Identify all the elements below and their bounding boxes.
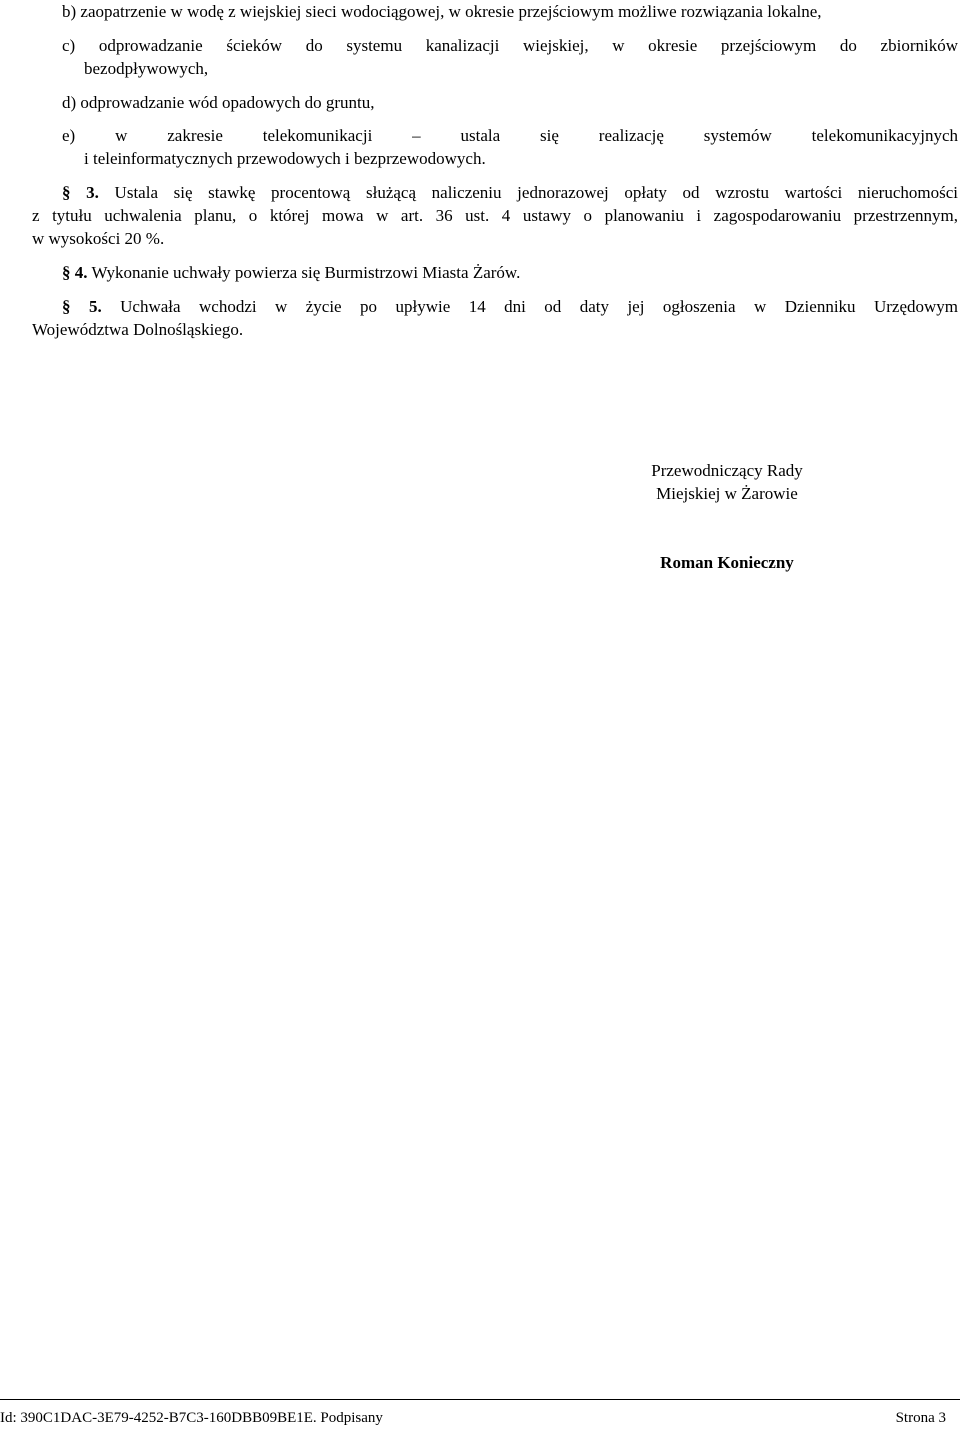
list-item-b: b) zaopatrzenie w wodę z wiejskiej sieci wodociągowej, w okresie przejściowym możliwe rozwiązania lokalne, — [62, 2, 822, 21]
signature-title-line1: Przewodniczący Rady — [651, 461, 803, 480]
page-footer — [0, 1399, 960, 1429]
section-5-number: § 5. — [62, 297, 102, 316]
signature-title-line2: Miejskiej w Żarowie — [656, 484, 798, 503]
section-3-line1: § 3. Ustala się stawkę procentową służącą naliczeniu jednorazowej opłaty od wzrostu wartości nieruchomości — [62, 183, 958, 202]
list-item-c-line2: bezodpływowych, — [84, 59, 209, 78]
list-item-c-line1: c) odprowadzanie ścieków do systemu kanalizacji wiejskiej, w okresie przejściowym do zbiorników — [62, 36, 958, 55]
document-id: Id: 390C1DAC-3E79-4252-B7C3-160DBB09BE1E. Podpisany — [0, 1410, 383, 1426]
list-item-e-line2: i teleinformatycznych przewodowych i bezprzewodowych. — [84, 149, 486, 168]
section-4: § 4. Wykonanie uchwały powierza się Burmistrzowi Miasta Żarów. — [62, 263, 521, 282]
signature-name: Roman Konieczny — [660, 553, 794, 572]
section-3-number: § 3. — [62, 183, 99, 202]
page-number: Strona 3 — [895, 1410, 946, 1426]
section-4-number: § 4. — [62, 263, 88, 282]
section-3-line2: z tytułu uchwalenia planu, o której mowa w art. 36 ust. 4 ustawy o planowaniu i zagospodarowaniu przestrzennym, — [32, 206, 958, 225]
list-item-d: d) odprowadzanie wód opadowych do gruntu, — [62, 93, 375, 112]
list-item-e-line1: e) w zakresie telekomunikacji – ustala się realizację systemów telekomunikacyjnych — [62, 126, 958, 145]
section-5-line1: § 5. Uchwała wchodzi w życie po upływie 14 dni od daty jej ogłoszenia w Dzienniku Urzędowym — [62, 297, 959, 316]
section-5-line2: Województwa Dolnośląskiego. — [32, 320, 244, 339]
section-3-line3: w wysokości 20 %. — [32, 229, 165, 248]
